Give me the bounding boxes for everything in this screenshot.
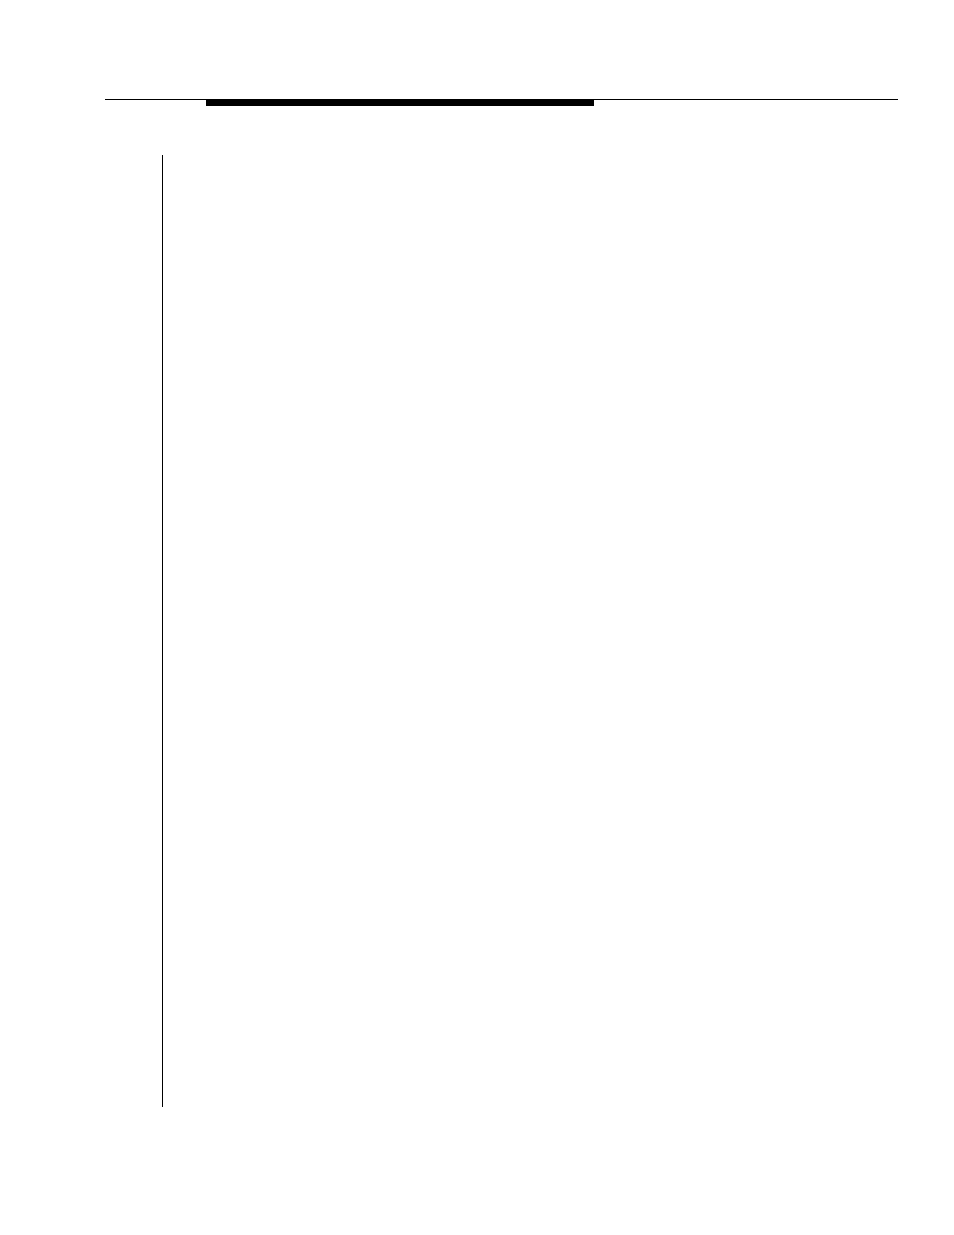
header-tn792 <box>169 656 279 735</box>
header-tn763 <box>169 539 279 656</box>
header-tn754-group <box>169 829 279 922</box>
header-rule-thick <box>206 99 594 106</box>
header-tn2224b <box>169 162 279 250</box>
header-tn794-group <box>169 346 279 460</box>
header-tn760 <box>169 735 279 829</box>
header-tn735 <box>169 460 279 539</box>
header-tn747b-tn2183 <box>169 250 279 346</box>
table-left-border <box>162 155 163 1107</box>
header-cross-connect-pin <box>169 1006 279 1090</box>
header-tn746b-group <box>169 922 279 1006</box>
